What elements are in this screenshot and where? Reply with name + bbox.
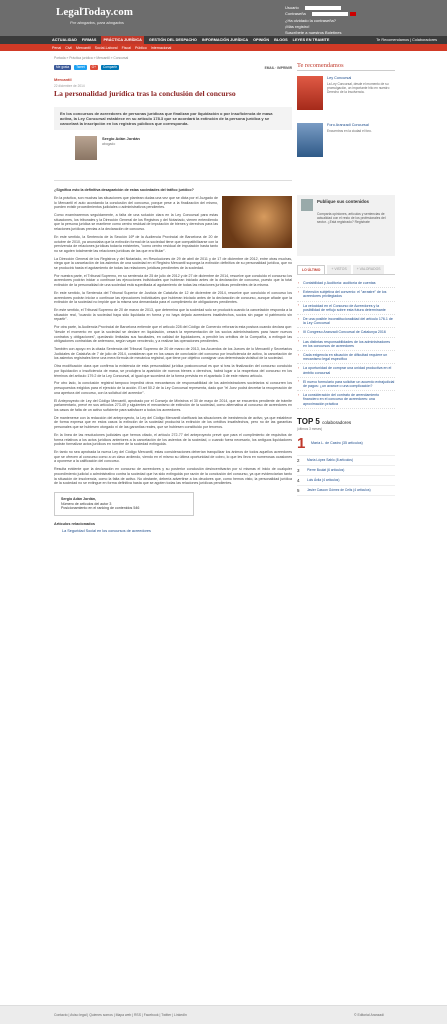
nav-item[interactable]: OPINIÓN: [253, 38, 270, 42]
site-logo[interactable]: LegalToday.com: [56, 6, 133, 18]
article-paragraph: En la línea de las resoluciones judiciales que hemos citado, el artículo 272-77 del anteproyecto prevé que para el cumplimiento de requisitos de forma relativos a los actos jurídicos anteriores a la cancelación de los asientos de la sociedad, o cuando fuera necesario, los antiguos liquidadores podrán formalizar actos jurídicos en nombre de la sociedad extinguida.: [54, 433, 292, 447]
email-print-tools[interactable]: EMAIL · IMPRIMIR: [264, 65, 292, 70]
article-title: La personalidad jurídica tras la conclusión del concurso: [54, 89, 236, 98]
related-heading: Artículos relacionados: [54, 522, 95, 527]
article-column: [54, 62, 292, 533]
tab-most-viewed[interactable]: + VISTOS: [327, 265, 350, 274]
author-name[interactable]: Sergio Adán Jordán: [102, 136, 140, 141]
recommend-item[interactable]: [297, 123, 395, 165]
top5-row[interactable]: [297, 476, 395, 486]
social-bar: [54, 65, 292, 70]
latest-item[interactable]: › III Congreso Aranzadi Concursal de Catalunya 2016: [297, 328, 395, 337]
publish-desc[interactable]: Comparta opiniones, artículos y sentencias de actualidad con el resto de los profesionales del sector. ¿Está registrado? Regístrate: [317, 212, 386, 225]
rank-number: 5: [297, 487, 300, 493]
subnav-item[interactable]: Público: [134, 45, 147, 50]
user-input[interactable]: [305, 6, 341, 11]
footer-copyright: © Editorial Aranzadi: [354, 1013, 384, 1017]
article-lead: En los concursos de acreedores de personas jurídicas que finalizan por liquidación o por insuficiencia de masa activa, la Ley Concursal establece en su artículo 178.3 que se acordará la extinción de la persona jurídica y se cancelará la inscripción en los registros públicos que corresponda.: [54, 107, 292, 130]
book-cover-image[interactable]: [297, 76, 323, 110]
linkedin-share-button[interactable]: Compartir: [102, 65, 117, 69]
author-block: [54, 135, 292, 181]
rank-name[interactable]: Luis Ávila (4 artículos): [307, 478, 340, 483]
top5-title: TOP 5: [297, 416, 320, 426]
rank-name[interactable]: María L. de Castro (35 artículos): [311, 441, 363, 446]
nav-item[interactable]: GESTIÓN DEL DESPACHO: [148, 38, 197, 42]
latest-item[interactable]: › La consideración del contrato de arrendamiento financiero en el concurso de acreedores: una aproximación práctica: [297, 391, 395, 409]
top5-row[interactable]: [297, 435, 395, 456]
article-paragraph: Como examinaremos seguidamente, a falta de una solución clara en la Ley Concursal para estas situaciones, los tribunales y la Dirección General de los Registros y del Notariado, vienen entendiendo que la persona jurídica se mantiene como centro residual de imputación de bienes y derechos para las relaciones jurídicas previas a la declaración de concurso.: [54, 213, 218, 231]
related-link[interactable]: La Seguridad Social en los concursos de acreedores: [62, 529, 151, 534]
nav-item[interactable]: PRÁCTICA JURÍDICA: [103, 38, 142, 42]
subscribe-link[interactable]: Suscríbete a nuestros Boletines: [285, 30, 342, 36]
subnav-item[interactable]: Penal: [52, 45, 62, 50]
sidebar: [297, 62, 395, 496]
sub-nav: [0, 44, 447, 51]
subnav-item[interactable]: Social-Laboral: [94, 45, 118, 50]
rank-number: 4: [297, 477, 300, 483]
latest-item[interactable]: › Extensión subjetiva del convenio: el "arrastre" de los acreedores privilegiados: [297, 288, 395, 301]
header: [0, 0, 447, 36]
gavel-image: [222, 196, 292, 248]
article-body: [54, 188, 292, 486]
recommend-item[interactable]: [297, 76, 395, 118]
related-articles: [54, 522, 292, 533]
article-paragraph: Por otra parte, la Audiencia Provincial de Barcelona entiende que el artículo 228 del Código de Comercio reforzaría esta postura cuando declara que: "desde el momento en que la sociedad se declare en liquidación, cesará la representación de los socios administradores para hacer nuevos contratos y obligaciones", quedando limitadas sus facultades, en calidad de liquidadores, a percibir los créditos de la Compañía, a extinguir las obligaciones contraídas de antemano, según vayan venciendo, y a realizar las operaciones pendientes.: [54, 325, 292, 344]
nav-item[interactable]: ACTUALIDAD: [52, 38, 77, 42]
tab-latest[interactable]: LO ÚLTIMO: [297, 265, 325, 274]
top5-heading: [297, 417, 395, 426]
author-bio-box: [54, 492, 194, 516]
bio-name[interactable]: Sergio Adán Jordán,: [61, 496, 97, 501]
book-cover-image[interactable]: [297, 123, 323, 157]
password-input[interactable]: [312, 12, 348, 17]
author-role: abogado: [102, 142, 116, 146]
book-title[interactable]: Foro Aranzadi Concursal: [327, 123, 369, 127]
article-paragraph: En este sentido, la Sentencia del Tribunal Superior de Justicia de Cataluña de 12 de diciembre de 2014, resuelve que concluido el concurso los acreedores podrán iniciar o continuar las ejecuciones individuales que hubieran iniciado antes de la declaración de concurso, aunque añade que la extinción de la sociedad no impide que la misma sea demandada para el cumplimiento de obligaciones pendientes.: [54, 291, 292, 305]
latest-item[interactable]: › De una posible inconstitucionalidad del artículo 176.1 de la Ley Concursal: [297, 315, 395, 328]
rank-number: 1: [297, 434, 306, 452]
bio-ranking: Posicionamiento en el ranking de contenidos 546: [61, 506, 140, 511]
latest-item[interactable]: › La oportunidad de comprar una unidad productiva en el ámbito concursal: [297, 364, 395, 377]
article-paragraph: Otra modificación clara que confirma la existencia de esta personalidad jurídica postconcursal es que si tras la finalización del concurso concluido por liquidación o insuficiencia de masa, se produjera la aparición de nuevos bienes o derechos, habrá lugar a la reapertura del concurso en los términos del artículo 179.2 de la Ley Concursal, al igual que sucederá de la forma prevista en el apartado 3 de este mismo artículo.: [54, 364, 292, 378]
article-date: 22 diciembre de 2014: [54, 84, 85, 88]
top5-box: [297, 417, 395, 496]
register-link[interactable]: ¡Más registro!: [285, 23, 310, 29]
user-label: Usuario: [285, 5, 299, 10]
subnav-item[interactable]: Fiscal: [121, 45, 131, 50]
tab-most-rated[interactable]: + VALORADOS: [353, 265, 385, 274]
subnav-item[interactable]: Civil: [65, 45, 72, 50]
facebook-like-button[interactable]: Me gusta: [56, 65, 70, 69]
pass-label: Contraseña: [285, 11, 306, 17]
recommend-heading: Te recomendamos: [297, 62, 395, 71]
rank-name[interactable]: Javier Cascon Gómez de Celis (4 artículos): [307, 488, 371, 493]
footer-links[interactable]: Contacto | Aviso legal | Quienes somos | Mapa web | RSS | Facebook | Twitter | LinkedIn: [54, 1013, 187, 1017]
breadcrumb[interactable]: Portada » Práctica jurídica » Mercantil » Concursal: [54, 56, 129, 60]
tagline: Por abogados, para abogados: [70, 20, 124, 25]
book-desc: Encuentros en la ciudad el foro.: [327, 129, 372, 133]
nav-right-links[interactable]: Te Recomendamos | Colaboradores: [376, 38, 437, 42]
latest-item[interactable]: › El nuevo formulario para solicitar un acuerdo extrajudicial de pagos: ¿un avance o una complicación?: [297, 378, 395, 391]
latest-item[interactable]: › Las distintas responsabilidades de los administradores en los concursos de acreedores: [297, 338, 395, 351]
article-paragraph: En la práctica, son muchas las situaciones que plantean dudas una vez que se dicta por el Juzgado de lo Mercantil el auto acordando la conclusión del concurso, porque pese a la finalización del mismo, pueden existir procedimientos judiciales o administrativos pendientes.: [54, 195, 218, 210]
latest-item[interactable]: › Contabilidad y Auditoría: auditoría de cuentas: [297, 279, 395, 288]
rank-name[interactable]: Pierre Boulat (6 artículos): [307, 468, 345, 473]
nav-item[interactable]: LEYES EN TRAMITE: [292, 38, 330, 42]
main-nav: [0, 36, 447, 44]
article-paragraph: Resulta evidente que la declaración en concurso de acreedores y su posterior conclusión desincentivarán por sí mismas el inicio de cualquier procedimiento judicial o administrativo contra la sociedad que ha sido extinguida por razón de la conclusión del concurso, ya que evidenciarían tanto la situación de insolvencia, como la falta de activo. No obstante, debería advertirse a los deudores que, como hemos visto, la personalidad jurídica de la sociedad no se extingue en forma definitiva hasta que se agoten todas las relaciones jurídicas pendientes.: [54, 467, 292, 486]
top5-row[interactable]: [297, 486, 395, 496]
article-paragraph: En este sentido, la Sentencia de la Sección 16ª de la Audiencia Provincial de Barcelona de 20 de octubre de 2010, ya anunciaba que la extinción formal de la sociedad tiene que compatibilizarse con la pervivencia de relaciones jurídicas todavía existentes, "como centro residual de imputación hasta tanto no se agoten totalmente las relaciones jurídicas de las que era titular".: [54, 234, 218, 253]
latest-item[interactable]: › La velocidad en el Concurso de Acreedores y la posibilidad de reflujo sobre esta futura determinante: [297, 302, 395, 315]
login-box: [285, 5, 356, 36]
article-paragraph: En este sentido, el Tribunal Supremo de 20 de marzo de 2013, que determina que la sociedad solo se producirá cuando la cancelación responda a la situación real, "cuando la sociedad haya sido liquidada en forma y no haya dejado acreedores insatisfechos, socios sin pagar ni patrimonio sin repartir".: [54, 308, 292, 322]
book-title[interactable]: Ley Concursal: [327, 76, 352, 80]
gplus-button[interactable]: G+: [91, 65, 96, 69]
latest-item[interactable]: › Cada exigencia en situación de dificultad requiere un mecanismo legal específico: [297, 351, 395, 364]
nav-item[interactable]: INFORMACIÓN JURÍDICA: [201, 38, 249, 42]
article-question: ¿Significa esto la definitiva desaparición de estas sociedades del tráfico jurídico?: [54, 188, 194, 192]
article-paragraph: En tanto no sea aprobada la nueva Ley del Código Mercantil, estas consideraciones deberían tranquilizar los ánimos de todos aquellos acreedores que se ofrecen al concurso como a un clavo ardiendo, viendo en el mismo su última oportunidad de cobro, lo que les lleva en numerosas ocasiones a oponerse a la calificación del concurso.: [54, 450, 292, 464]
top5-row[interactable]: [297, 456, 395, 466]
footer: [0, 1005, 447, 1024]
article-paragraph: De mantenerse con la redacción del anteproyecto, la Ley del Código Mercantil clarificará las situaciones de inexistencia de activo, ya que establece de forma expresa que en estos casos la extinción de la sociedad producirá la extinción de los créditos insatisfechos, pero no de las garantías personales que se hubiesen otorgado ni de las garantías reales, que se hubiesen constituido por terceros.: [54, 415, 292, 430]
nav-item[interactable]: FIRMAS: [81, 38, 97, 42]
author-photo: [75, 136, 97, 160]
publish-heading: Publique sus contenidos: [317, 199, 369, 204]
forgot-link[interactable]: ¿Ha olvidado la contraseña?: [285, 17, 336, 23]
rank-name[interactable]: María López Sablo (8 artículos): [307, 458, 353, 463]
article-paragraph: También con apoyo en la citada Sentencia del Tribunal Supremo de 20 de marzo de 2013, los Acuerdos de los Jueces de lo Mercantil y Secretarios Judiciales de Cataluña de 7 de julio de 2014, consideran que en los casos de conclusión del concurso por insuficiencia de activo, la cancelación de los asientos registrales tiene una mera fórmula de mecánica registral, que tiene por objetivo consignar una determinada vicisitud de la sociedad.: [54, 347, 292, 361]
section-label[interactable]: Mercantil: [54, 77, 72, 82]
article-paragraph: La Dirección General de los Registros y del Notariado, en Resoluciones de 29 de abril de 2011 y de 17 de diciembre de 2012, entre otras muchas, niega que la cancelación de los asientos de una sociedad en el Registro Mercantil suponga la extinción definitiva de su personalidad jurídica, que no se producirá hasta el agotamiento de todas las relaciones jurídicas pendientes de la sociedad.: [54, 256, 292, 270]
latest-list: [297, 279, 395, 409]
subnav-item[interactable]: Mercantil: [76, 45, 91, 50]
login-button[interactable]: [350, 12, 356, 17]
subnav-item[interactable]: Internacional: [150, 45, 172, 50]
publish-box: [297, 195, 395, 256]
article-paragraph: Por nuestra parte, el Tribunal Supremo, en su sentencia de 25 de julio de 2012 y de 27 de diciembre de 2014, resuelve que concluido el concurso los acreedores podrán iniciar o continuar las ejecuciones individuales que hubieran iniciado antes de la declaración de concurso, puesto que la total extinción de la personalidad de una sociedad está supeditada al agotamiento de todas las relaciones jurídicas pendientes de la misma.: [54, 273, 292, 288]
latest-tabs: [297, 265, 395, 275]
article-paragraph: Por otro lado, la conclusión registral tampoco impedirá otros mecanismos de responsabilidad de los administradores societarios si concurren los presupuestos exigidos para el ejercicio de la acción. El art 50.2 de la Ley Concursal representa, dado que "el Juez podrá decretar la recuperación de una apertura del concurso, con la solicitud del acreedor".: [54, 381, 292, 395]
publish-icon: [301, 199, 313, 211]
top5-period: (últimos 3 meses): [297, 426, 323, 431]
top5-subtitle: colaboradores: [322, 419, 352, 425]
nav-item[interactable]: BLOGS: [274, 38, 288, 42]
book-desc: La Ley Concursal, desde el momento de su promulgación, un importante hito en nuestro Derecho de la Insolvencia.: [327, 82, 390, 95]
article-paragraph: El Anteproyecto de Ley del Código Mercantil, aprobado por el Consejo de Ministros el 30 de mayo de 2014, que se encuentra pendiente de trámite parlamentario, prevé en sus artículos 273-49 y siguientes el mecanismo de extinción de la sociedad, como alternativa al concurso de acreedores en los casos de falta de un activo suficiente para satisfacer a todos los acreedores.: [54, 398, 292, 412]
top5-row[interactable]: [297, 466, 395, 476]
rank-number: 2: [297, 457, 300, 463]
bio-articles: Número de artículos del autor 3: [61, 501, 112, 506]
rank-number: 3: [297, 467, 300, 473]
tweet-button[interactable]: Tweet: [76, 65, 85, 69]
